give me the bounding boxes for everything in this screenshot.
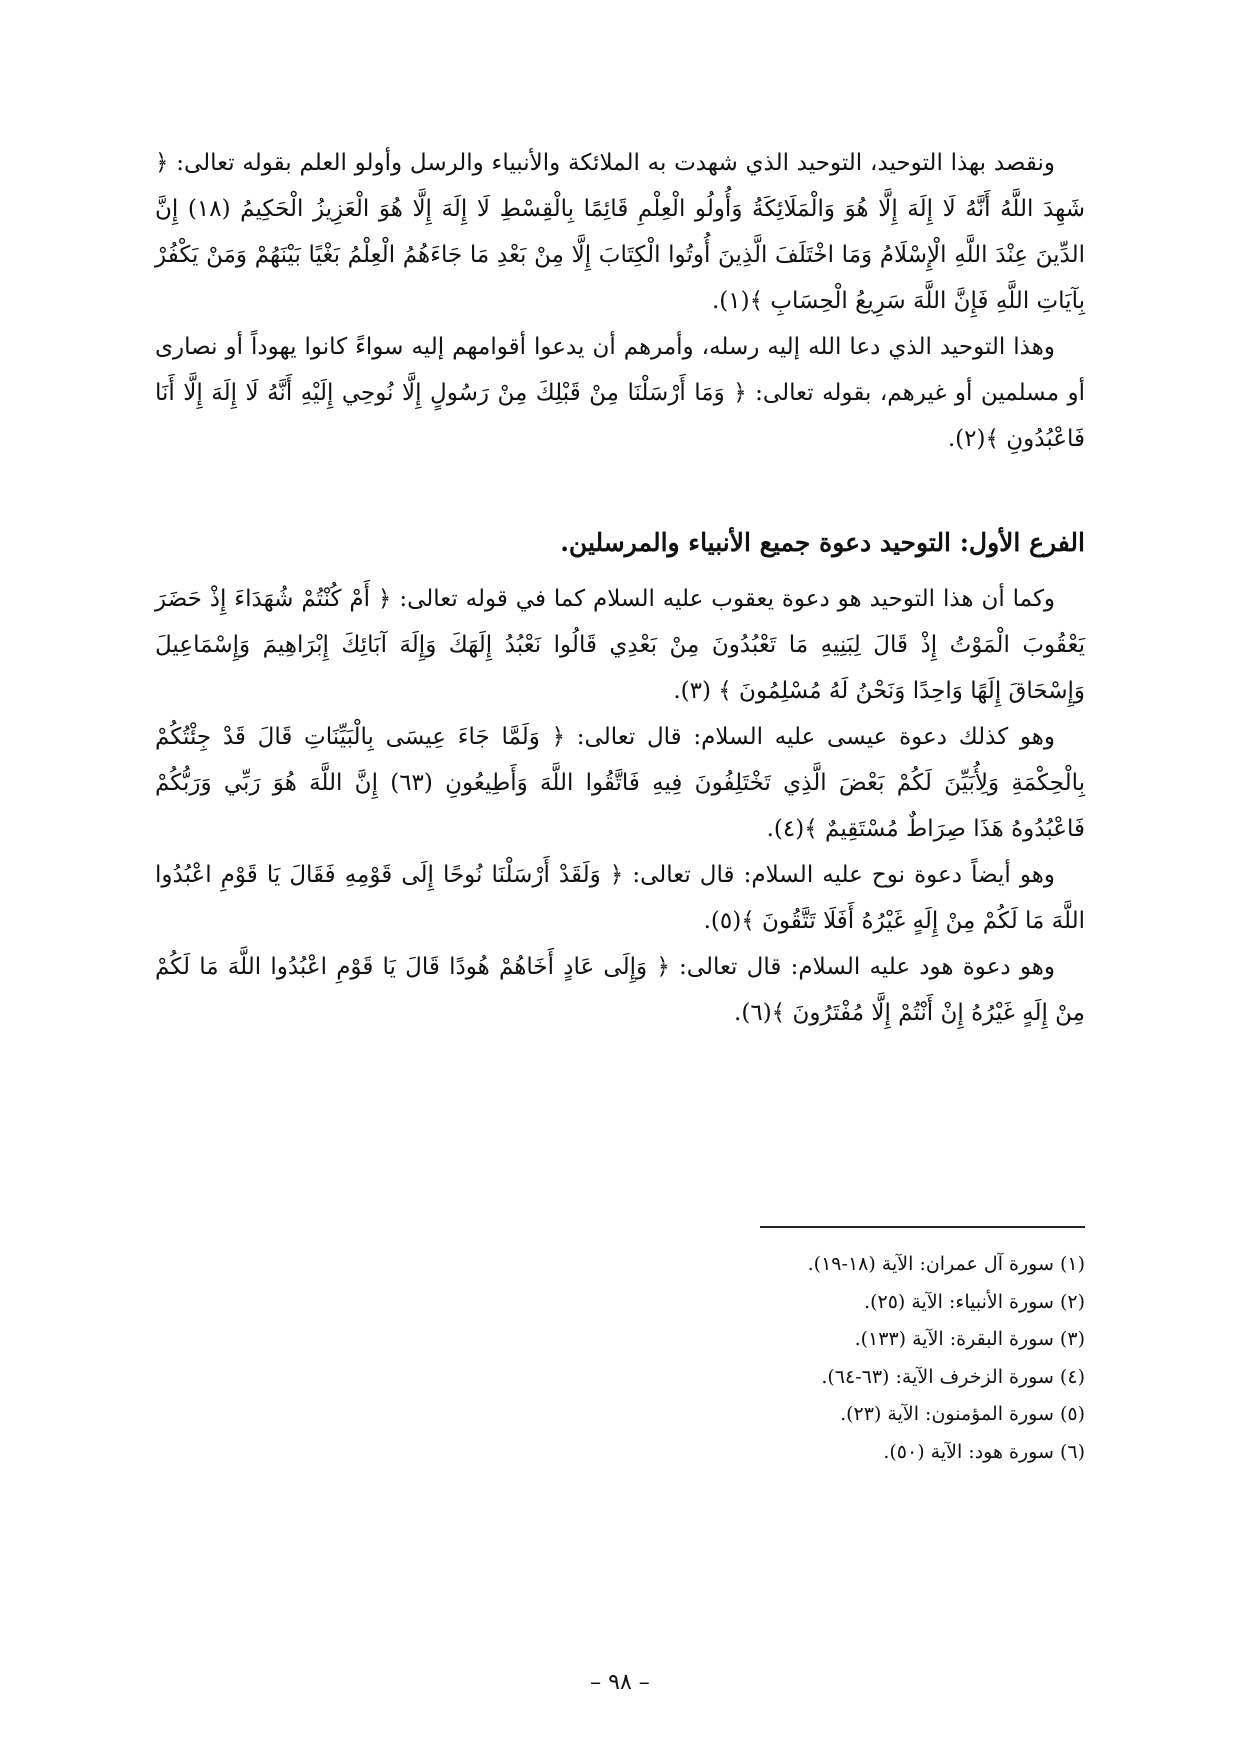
body-text-top	[155, 140, 1085, 462]
paragraph-1: ونقصد بهذا التوحيد، التوحيد الذي شهدت به الملائكة والأنبياء والرسل وأولو العلم بقوله تعالى: ﴿ شَهِدَ اللَّهُ أَنَّهُ لَا إِلَهَ إِلَّا هُوَ وَالْمَلَائِكَةُ وَأُولُو الْعِلْمِ قَائِمًا بِالْقِسْطِ لَا إِلَهَ إِلَّا هُوَ الْعَزِيزُ الْحَكِيمُ (١٨) إِنَّ الدِّينَ عِنْدَ اللَّهِ الْإِسْلَامُ وَمَا اخْتَلَفَ الَّذِينَ أُوتُوا الْكِتَابَ إِلَّا مِنْ بَعْدِ مَا جَاءَهُمُ الْعِلْمُ بَغْيًا بَيْنَهُمْ وَمَنْ يَكْفُرْ بِآيَاتِ اللَّهِ فَإِنَّ اللَّهَ سَرِيعُ الْحِسَابِ ﴾(١).	[155, 150, 1085, 314]
footnote-5: (٥) سورة المؤمنون: الآية (٢٣).	[840, 1403, 1085, 1426]
footnotes	[760, 1246, 1085, 1472]
footnote-separator	[760, 1226, 1085, 1228]
paragraph-5: وهو أيضاً دعوة نوح عليه السلام: قال تعالى: ﴿ وَلَقَدْ أَرْسَلْنَا نُوحًا إِلَى قَوْمِهِ فَقَالَ يَا قَوْمِ اعْبُدُوا اللَّهَ مَا لَكُمْ مِنْ إِلَهٍ غَيْرُهُ أَفَلَا تَتَّقُونَ ﴾(٥).	[155, 862, 1085, 934]
body-text-bottom	[155, 576, 1085, 1036]
footnote-6: (٦) سورة هود: الآية (٥٠).	[883, 1440, 1085, 1463]
footnote-4: (٤) سورة الزخرف الآية: (٦٣-٦٤).	[821, 1365, 1085, 1388]
paragraph-6: وهو دعوة هود عليه السلام: قال تعالى: ﴿ وَإِلَى عَادٍ أَخَاهُمْ هُودًا قَالَ يَا قَوْمِ اعْبُدُوا اللَّهَ مَا لَكُمْ مِنْ إِلَهٍ غَيْرُهُ إِنْ أَنْتُمْ إِلَّا مُفْتَرُونَ ﴾(٦).	[155, 954, 1085, 1026]
footnote-3: (٣) سورة البقرة: الآية (١٣٣).	[854, 1328, 1085, 1351]
footnote-2: (٢) سورة الأنبياء: الآية (٢٥).	[864, 1290, 1085, 1313]
paragraph-4: وهو كذلك دعوة عيسى عليه السلام: قال تعالى: ﴿ وَلَمَّا جَاءَ عِيسَى بِالْبَيِّنَاتِ قَالَ قَدْ جِئْتُكُمْ بِالْحِكْمَةِ وَلِأُبَيِّنَ لَكُمْ بَعْضَ الَّذِي تَخْتَلِفُونَ فِيهِ فَاتَّقُوا اللَّهَ وَأَطِيعُونِ (٦٣) إِنَّ اللَّهَ هُوَ رَبِّي وَرَبُّكُمْ فَاعْبُدُوهُ هَذَا صِرَاطٌ مُسْتَقِيمٌ ﴾(٤).	[155, 724, 1085, 842]
paragraph-3: وكما أن هذا التوحيد هو دعوة يعقوب عليه السلام كما في قوله تعالى: ﴿ أَمْ كُنْتُمْ شُهَدَاءَ إِذْ حَضَرَ يَعْقُوبَ الْمَوْتُ إِذْ قَالَ لِبَنِيهِ مَا تَعْبُدُونَ مِنْ بَعْدِي قَالُوا نَعْبُدُ إِلَهَكَ وَإِلَهَ آبَائِكَ إِبْرَاهِيمَ وَإِسْمَاعِيلَ وَإِسْحَاقَ إِلَهًا وَاحِدًا وَنَحْنُ لَهُ مُسْلِمُونَ ﴾ (٣).	[155, 586, 1085, 704]
page-number: – ٩٨ –	[590, 1670, 650, 1695]
section-heading: الفرع الأول: التوحيد دعوة جميع الأنبياء والمرسلين.	[560, 528, 1085, 557]
footnote-1: (١) سورة آل عمران: الآية (١٨-١٩).	[807, 1253, 1085, 1275]
paragraph-2: وهذا التوحيد الذي دعا الله إليه رسله، وأمرهم أن يدعوا أقوامهم إليه سواءً كانوا يهوداً أو نصارى أو مسلمين أو غيرهم، بقوله تعالى: ﴿ وَمَا أَرْسَلْنَا مِنْ قَبْلِكَ مِنْ رَسُولٍ إِلَّا نُوحِي إِلَيْهِ أَنَّهُ لَا إِلَهَ إِلَّا أَنَا فَاعْبُدُونِ ﴾(٢).	[155, 334, 1085, 452]
